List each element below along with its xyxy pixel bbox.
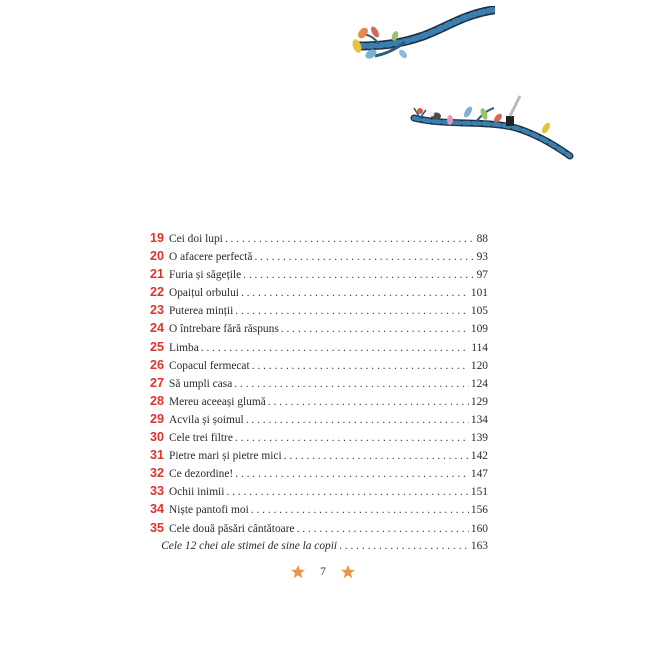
chapter-title: Ce dezordine! <box>169 468 234 481</box>
chapter-title: Să umpli casa <box>169 377 233 390</box>
leader-dots <box>251 501 469 519</box>
chapter-title: O afacere perfectă <box>169 251 253 264</box>
leader-dots <box>201 339 470 357</box>
chapter-title: O întrebare fără răspuns <box>169 323 279 336</box>
chapter-number: 32 <box>150 466 165 481</box>
leader-dots <box>339 537 469 555</box>
chapter-page: 97 <box>476 269 488 282</box>
leader-dots <box>252 357 469 375</box>
page-footer <box>288 561 358 583</box>
chapter-number: 19 <box>150 231 165 245</box>
toc-entry <box>150 500 488 518</box>
chapter-number: 21 <box>150 267 165 282</box>
leader-dots <box>297 520 469 538</box>
branch-illustration-top <box>345 6 495 62</box>
leader-dots <box>235 465 469 483</box>
chapter-page: 120 <box>470 359 488 372</box>
toc-entry <box>150 301 488 319</box>
toc-entry <box>150 283 488 301</box>
chapter-number: 26 <box>150 357 165 372</box>
chapter-number: 34 <box>150 502 165 517</box>
appendix-title: Cele 12 chei ale stimei de sine la copii <box>161 539 338 552</box>
chapter-page: 93 <box>476 251 488 264</box>
chapter-number: 23 <box>150 303 165 318</box>
chapter-title: Mereu aceeași glumă <box>169 395 266 408</box>
chapter-title: Ochii inimii <box>169 486 225 499</box>
toc-entry <box>150 247 488 265</box>
chapter-number: 25 <box>150 339 165 354</box>
toc-entry <box>150 446 488 464</box>
chapter-number: 29 <box>150 411 165 426</box>
chapter-page: 124 <box>470 377 488 390</box>
chapter-title: Niște pantofi moi <box>169 504 249 517</box>
chapter-number: 24 <box>150 321 165 336</box>
leader-dots <box>284 447 469 465</box>
leader-dots <box>246 411 469 429</box>
chapter-number: 31 <box>150 448 165 463</box>
star-icon <box>340 564 356 580</box>
toc-entry <box>150 319 488 337</box>
chapter-number: 35 <box>150 520 165 535</box>
chapter-title: Furia și săgețile <box>169 269 242 282</box>
chapter-title: Cei doi lupi <box>169 233 223 245</box>
leader-dots <box>281 320 469 338</box>
leader-dots <box>254 248 474 266</box>
toc-entry <box>150 229 488 247</box>
toc-entry <box>150 265 488 283</box>
star-icon <box>290 564 306 580</box>
leader-dots <box>235 302 469 320</box>
chapter-page: 105 <box>470 305 488 318</box>
branch-illustration-right <box>406 92 574 162</box>
toc-entry <box>150 410 488 428</box>
leader-dots <box>226 483 469 501</box>
chapter-title: Cele două păsări cântătoare <box>169 522 295 535</box>
page-number: 7 <box>320 566 326 578</box>
leader-dots <box>225 230 475 248</box>
toc-entry <box>150 338 488 356</box>
chapter-page: 114 <box>471 341 488 354</box>
chapter-page: 142 <box>470 450 488 463</box>
chapter-page: 160 <box>470 522 488 535</box>
chapter-number: 27 <box>150 375 165 390</box>
leader-dots <box>234 375 469 393</box>
appendix-page: 163 <box>470 539 488 552</box>
chapter-page: 88 <box>476 233 488 245</box>
leader-dots <box>243 266 474 284</box>
toc-entry <box>150 464 488 482</box>
chapter-number: 30 <box>150 430 165 445</box>
chapter-page: 134 <box>470 413 488 426</box>
chapter-page: 151 <box>470 486 488 499</box>
leader-dots <box>235 429 469 447</box>
chapter-title: Copacul fermecat <box>169 359 250 372</box>
leader-dots <box>241 284 469 302</box>
chapter-title: Limba <box>169 341 199 354</box>
chapter-title: Opaițul orbului <box>169 287 239 300</box>
chapter-page: 129 <box>470 395 488 408</box>
chapter-page: 147 <box>470 468 488 481</box>
chapter-number: 28 <box>150 393 165 408</box>
chapter-title: Acvila și șoimul <box>169 413 244 426</box>
chapter-page: 109 <box>470 323 488 336</box>
toc-entry <box>150 519 488 537</box>
chapter-page: 101 <box>470 287 488 300</box>
toc-entry <box>150 392 488 410</box>
leader-dots <box>268 393 469 411</box>
toc-entry <box>150 482 488 500</box>
toc-entry <box>150 356 488 374</box>
chapter-number: 22 <box>150 285 165 300</box>
toc-entry <box>150 374 488 392</box>
toc-entry <box>150 428 488 446</box>
chapter-number: 20 <box>150 249 165 264</box>
chapter-number: 33 <box>150 484 165 499</box>
chapter-title: Cele trei filtre <box>169 432 233 445</box>
table-of-contents <box>150 229 488 555</box>
toc-entry-appendix <box>150 537 488 555</box>
chapter-page: 139 <box>470 432 488 445</box>
chapter-title: Puterea minții <box>169 305 234 318</box>
chapter-page: 156 <box>470 504 488 517</box>
chapter-title: Pietre mari și pietre mici <box>169 450 282 463</box>
